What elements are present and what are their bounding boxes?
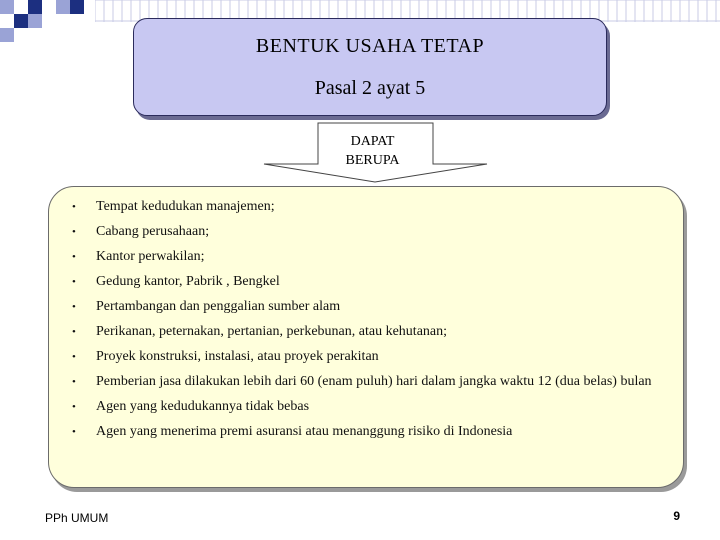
list-item-text: Perikanan, peternakan, pertanian, perkebunan, atau kehutanan;: [96, 324, 448, 339]
list-item: [72, 422, 652, 442]
list-item: [72, 372, 652, 392]
list-item-text: Gedung kantor, Pabrik , Bengkel: [96, 274, 280, 289]
list-item: [72, 197, 652, 217]
list-item-text: Kantor perwakilan;: [96, 249, 205, 264]
slide-subtitle: Pasal 2 ayat 5: [314, 77, 426, 99]
list-item-text: Agen yang menerima premi asuransi atau menanggung risiko di Indonesia: [96, 424, 513, 439]
bullet-icon: •: [72, 251, 76, 263]
arrow-label-line2: BERUPA: [345, 153, 400, 168]
list-item-text: Pemberian jasa dilakukan lebih dari 60 (enam puluh) hari dalam jangka waktu 12 (dua belas) bulan: [96, 374, 652, 389]
list-item-text: Proyek konstruksi, instalasi, atau proyek perakitan: [96, 349, 379, 364]
arrow-label: [320, 132, 425, 170]
bullet-icon: •: [72, 376, 76, 388]
bullet-icon: •: [72, 351, 76, 363]
bullet-icon: •: [72, 426, 76, 438]
list-item: [72, 222, 652, 242]
arrow-label-line1: DAPAT: [350, 134, 395, 149]
bullet-list: [72, 197, 652, 447]
list-item: [72, 247, 652, 267]
list-item-text: Pertambangan dan penggalian sumber alam: [96, 299, 341, 314]
title-box: [133, 18, 607, 116]
bullet-icon: •: [72, 276, 76, 288]
list-item: [72, 272, 652, 292]
slide-title: BENTUK USAHA TETAP: [255, 35, 485, 57]
list-item: [72, 297, 652, 317]
list-item: [72, 347, 652, 367]
list-item: [72, 397, 652, 417]
bullet-icon: •: [72, 401, 76, 413]
bullet-icon: •: [72, 226, 76, 238]
list-item-text: Tempat kedudukan manajemen;: [96, 199, 275, 214]
bullet-icon: •: [72, 201, 76, 213]
bullet-icon: •: [72, 326, 76, 338]
footer-label: PPh UMUM: [45, 511, 109, 525]
list-item-text: Agen yang kedudukannya tidak bebas: [96, 399, 310, 414]
page-number: 9: [673, 509, 680, 523]
list-item: [72, 322, 652, 342]
list-item-text: Cabang perusahaan;: [96, 224, 210, 239]
bullet-icon: •: [72, 301, 76, 313]
